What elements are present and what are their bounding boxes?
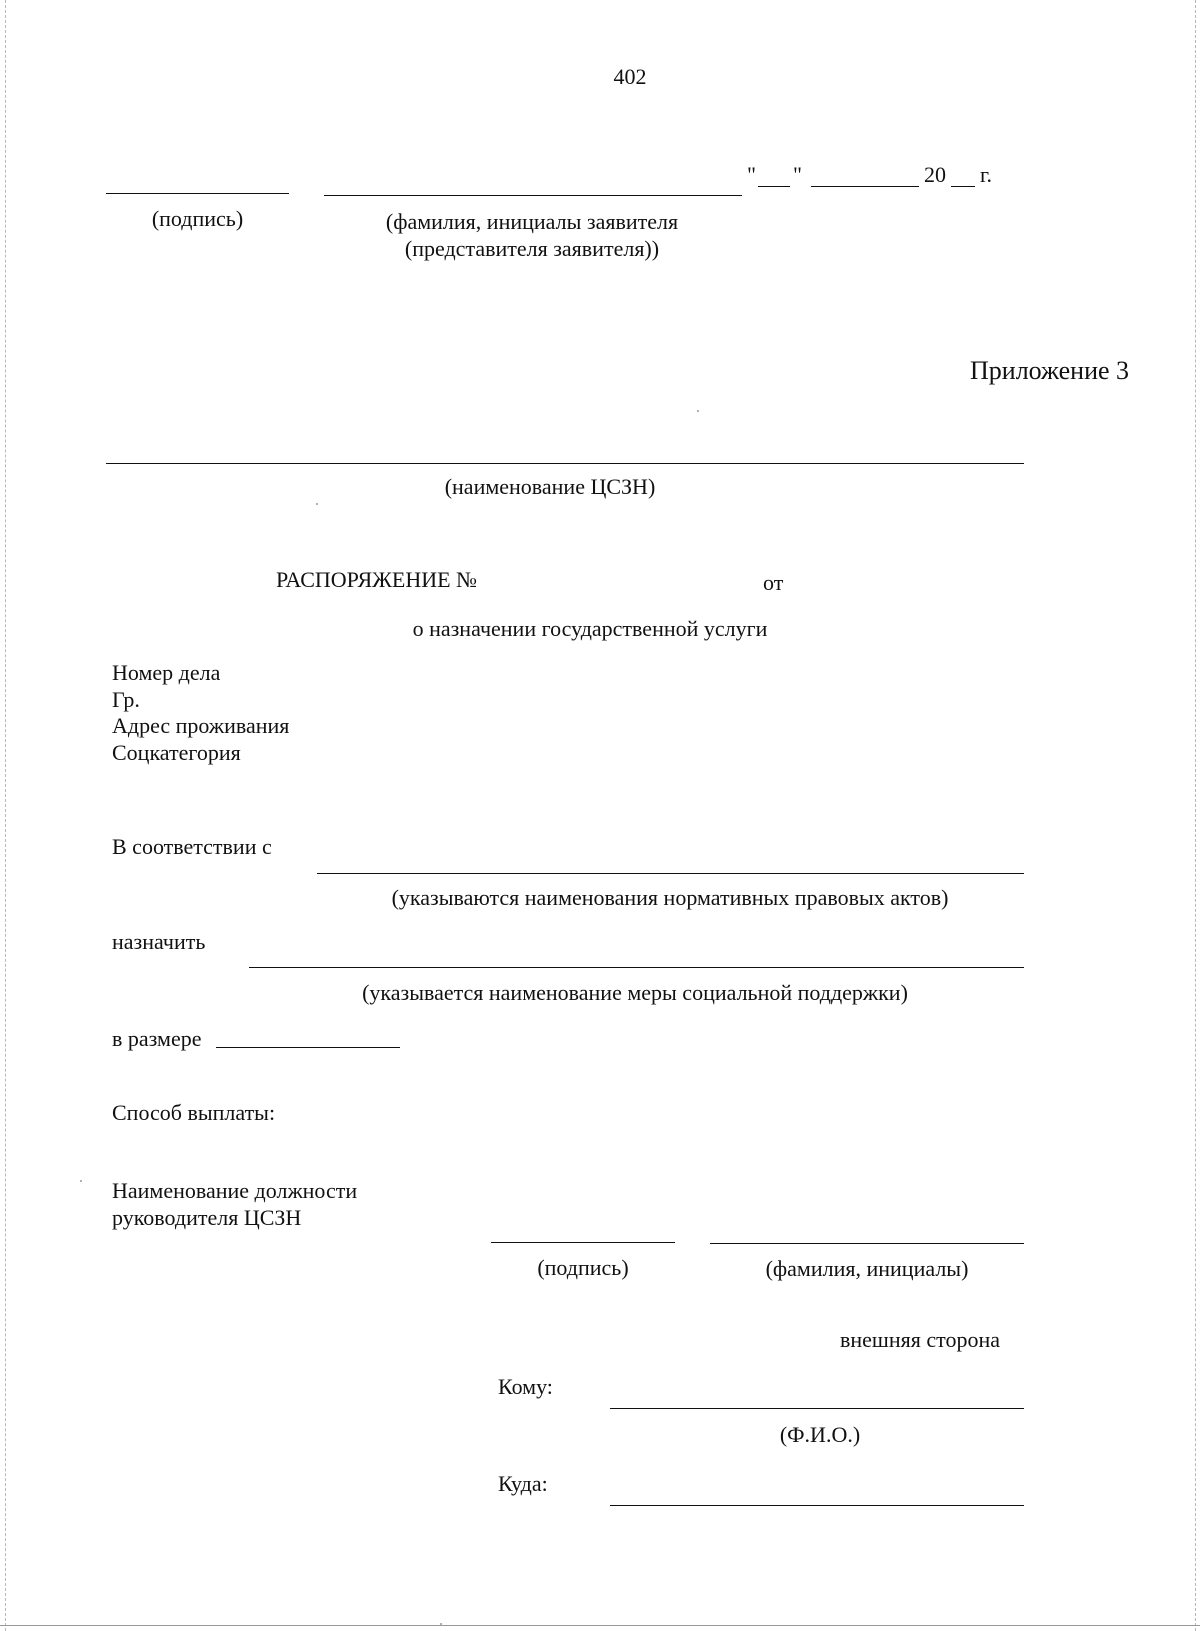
where-label: Куда: [498,1471,548,1496]
year-prefix: 20 [924,162,946,187]
assign-label: назначить [112,929,206,954]
where-line [610,1505,1024,1506]
applicant-name-line [324,195,742,196]
accordance-label: В соответствии с [112,834,272,859]
accordance-line [317,873,1024,874]
year-suffix: г. [980,162,993,187]
outer-side-label: внешняя сторона [840,1327,1001,1352]
head-signature-line [491,1242,675,1243]
appendix-label: Приложение 3 [970,356,1130,385]
applicant-name-caption-line2: (представителя заявителя)) [404,236,660,261]
scan-bottom-edge [0,1625,1200,1626]
scan-right-edge [1195,0,1196,1631]
applicant-signature-caption: (подпись) [151,206,244,231]
to-label: Кому: [498,1374,553,1399]
order-from-label: от [763,570,784,595]
org-caption: (наименование ЦСЗН) [444,474,656,499]
citizen-label: Гр. [112,687,140,712]
year-blank-line [951,186,975,187]
month-blank-line [811,186,919,187]
applicant-name-caption-line1: (фамилия, инициалы заявителя [385,209,679,234]
scan-speck [697,410,699,412]
social-category-label: Соцкатегория [112,740,241,765]
scan-speck [440,1623,442,1625]
applicant-signature-line [106,193,289,194]
head-position-line1: Наименование должности [112,1178,358,1203]
to-line [610,1408,1024,1409]
date-close-quote: " [793,162,802,187]
order-title: РАСПОРЯЖЕНИЕ № [276,567,478,592]
head-name-line [710,1243,1024,1244]
order-subject: о назначении государственной услуги [412,616,768,641]
accordance-caption: (указываются наименования нормативных правовых актов) [391,885,949,910]
amount-label: в размере [112,1026,202,1051]
page-number: 402 [613,64,647,89]
day-blank-line [758,186,790,187]
head-position-line2: руководителя ЦСЗН [112,1205,302,1230]
payment-method-label: Способ выплаты: [112,1100,276,1125]
scan-speck [80,1180,82,1182]
case-number-label: Номер дела [112,660,221,685]
scan-speck [316,503,318,505]
assign-line [249,967,1024,968]
assign-caption: (указывается наименование меры социальной поддержки) [362,980,908,1005]
scan-left-edge [5,0,6,1631]
head-signature-caption: (подпись) [537,1255,629,1280]
amount-line [216,1047,400,1048]
org-name-line [106,463,1024,464]
fio-caption: (Ф.И.О.) [779,1422,861,1447]
date-open-quote: " [747,162,756,187]
address-label: Адрес проживания [112,713,290,738]
head-name-caption: (фамилия, инициалы) [765,1256,969,1281]
